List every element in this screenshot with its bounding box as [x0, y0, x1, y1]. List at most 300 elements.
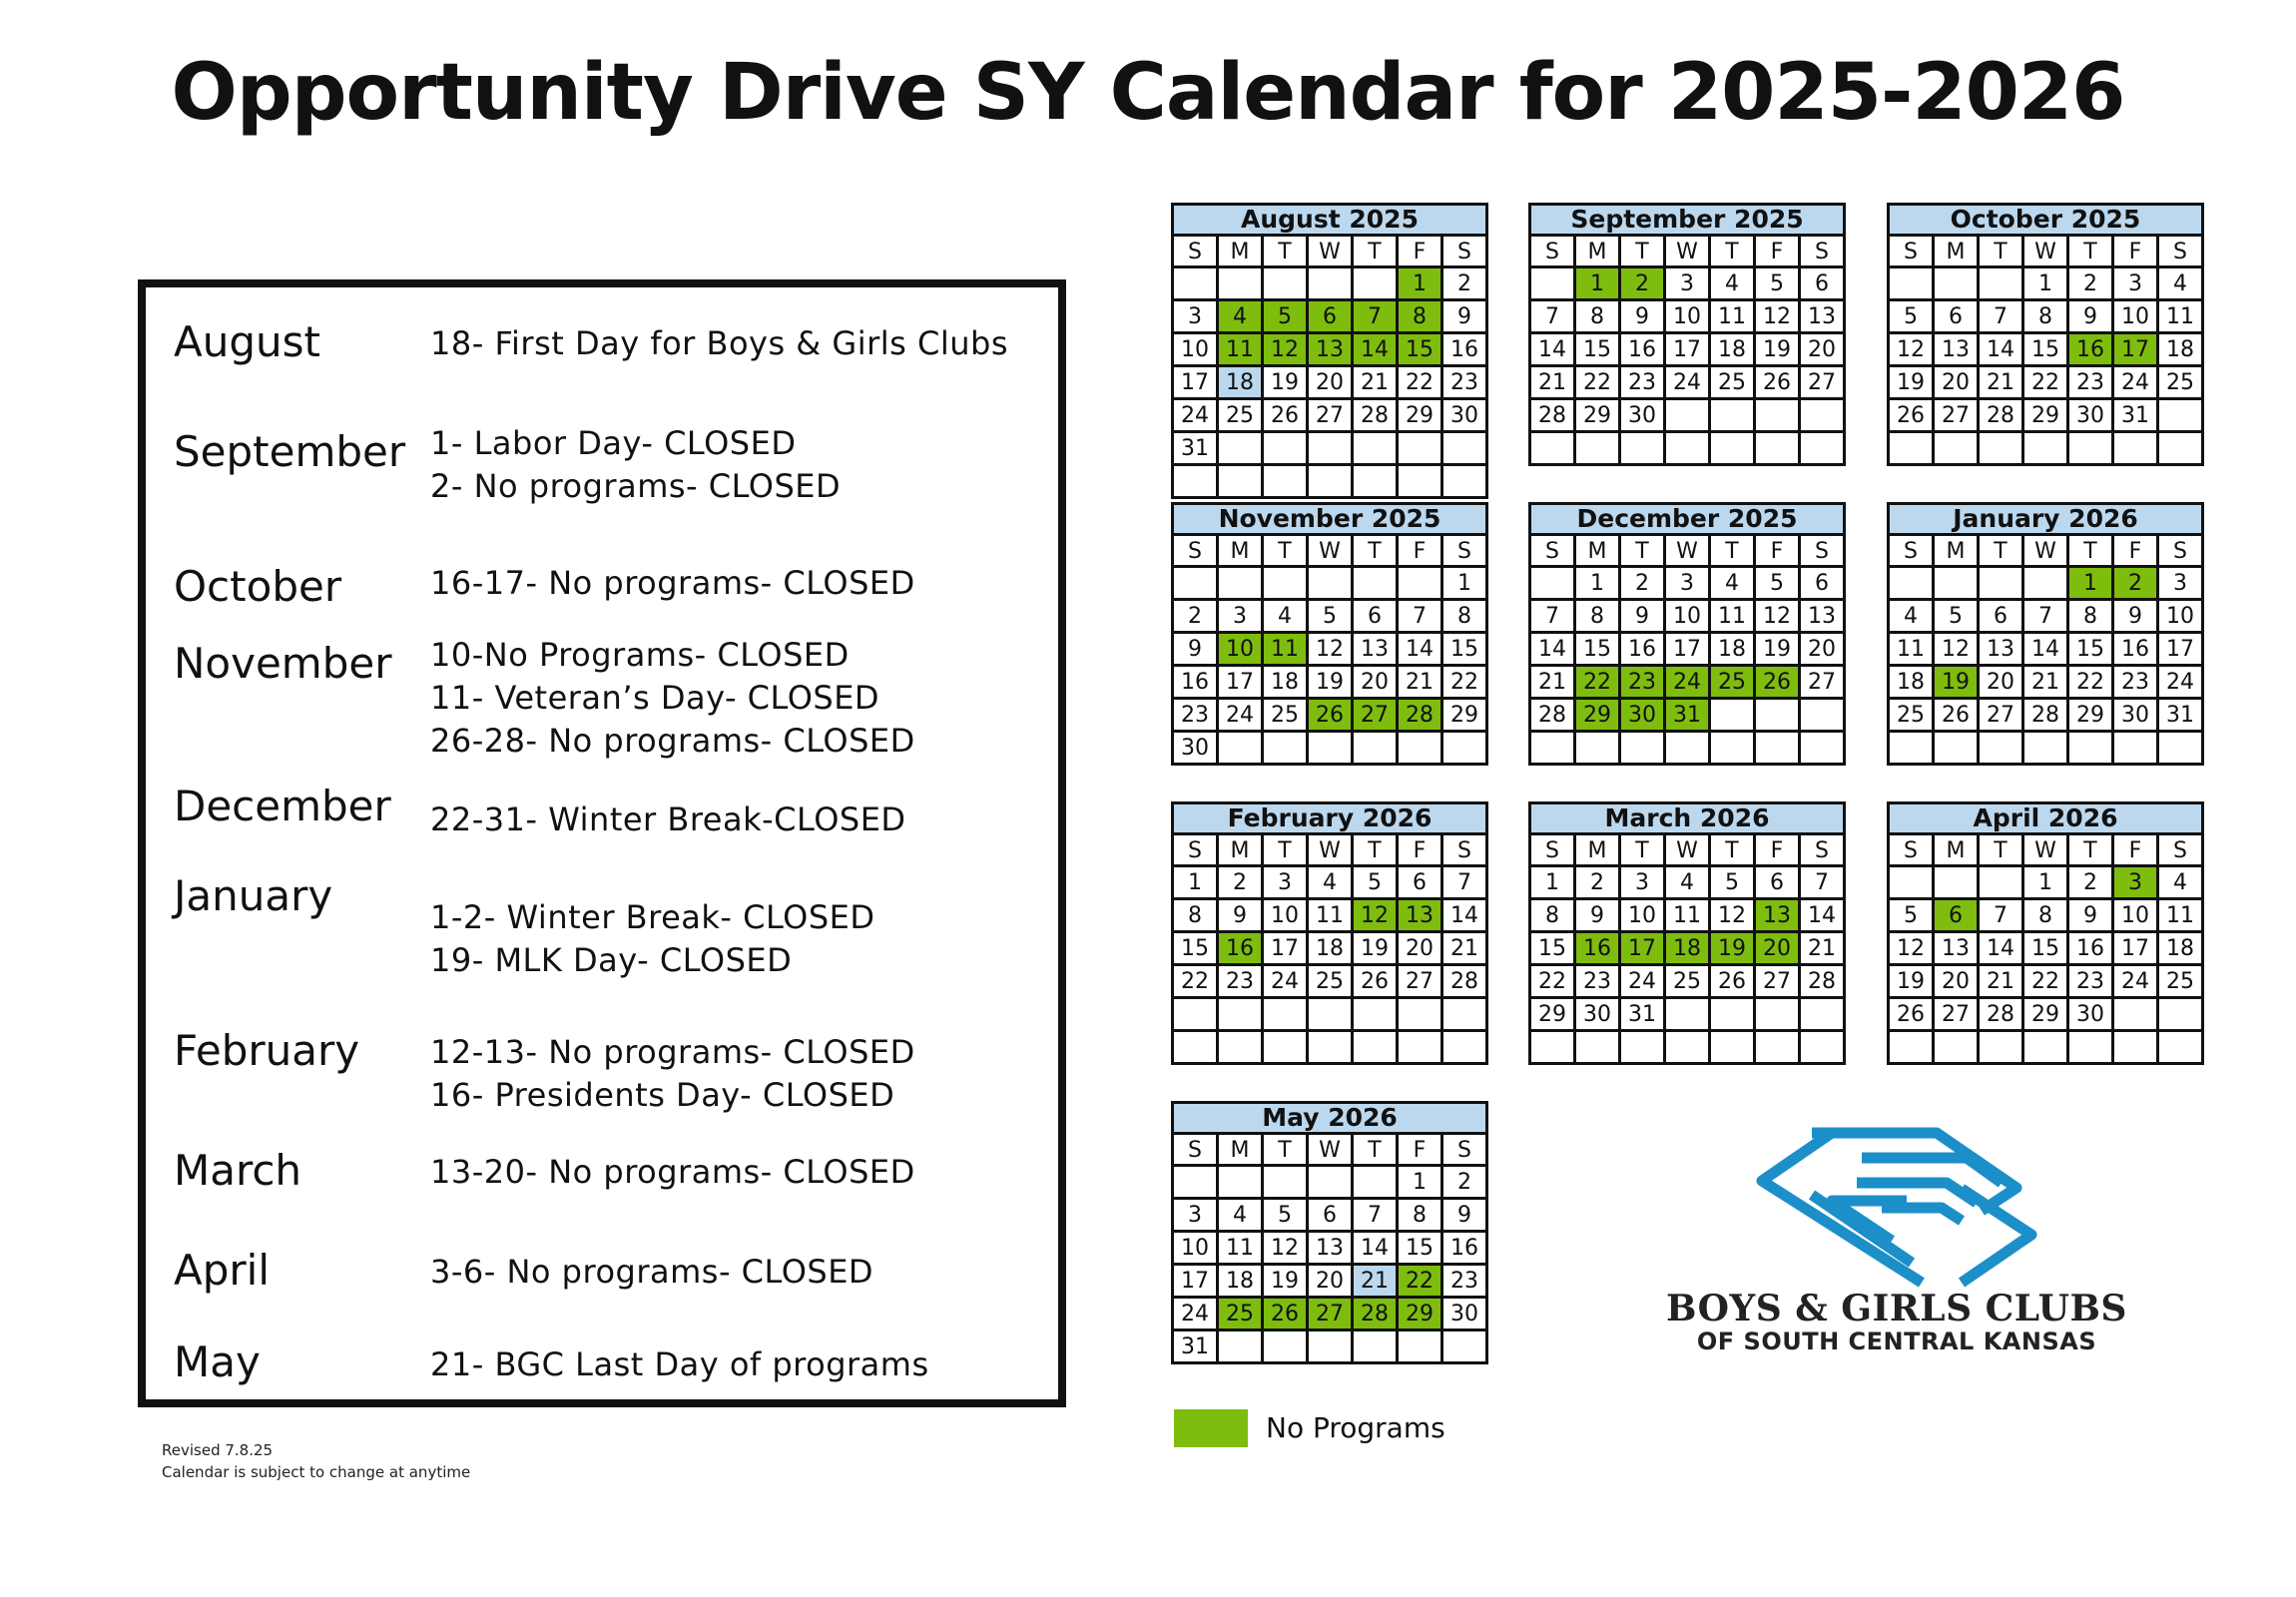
empty-day-cell — [2114, 733, 2159, 766]
month-calendar — [1887, 801, 2204, 1065]
weekday-header: S — [1443, 1135, 1488, 1167]
day-cell: 28 — [1354, 400, 1399, 433]
empty-day-cell — [1264, 1331, 1309, 1364]
day-cell: 10 — [1174, 1233, 1219, 1266]
day-cell: 19 — [1756, 634, 1801, 667]
day-cell: 7 — [1531, 301, 1576, 334]
empty-day-cell — [1711, 733, 1756, 766]
day-cell: 13 — [1801, 601, 1846, 634]
weekday-header: T — [1621, 536, 1666, 568]
empty-day-cell — [1219, 433, 1264, 466]
empty-day-cell — [2024, 568, 2069, 601]
day-cell: 21 — [1354, 367, 1399, 400]
day-cell: 3 — [1264, 867, 1309, 900]
day-cell: 20 — [1935, 367, 1980, 400]
day-cell: 20 — [1801, 634, 1846, 667]
event-line: 21- BGC Last Day of programs — [430, 1345, 929, 1383]
day-cell: 28 — [1531, 400, 1576, 433]
empty-day-cell — [2114, 433, 2159, 466]
weekday-header: S — [2159, 835, 2204, 867]
empty-day-cell — [1354, 433, 1399, 466]
day-cell: 17 — [1666, 334, 1711, 367]
weekday-header: T — [1980, 536, 2024, 568]
month-title: April 2026 — [1887, 801, 2204, 835]
day-cell: 2 — [1621, 568, 1666, 601]
empty-day-cell — [1219, 568, 1264, 601]
day-cell: 29 — [2024, 400, 2069, 433]
empty-day-cell — [1801, 433, 1846, 466]
day-cell: 14 — [1801, 900, 1846, 933]
day-cell: 3 — [1219, 601, 1264, 634]
day-cell: 8 — [1174, 900, 1219, 933]
empty-day-cell — [1443, 1331, 1488, 1364]
empty-day-cell — [1711, 999, 1756, 1032]
day-cell: 24 — [1219, 700, 1264, 733]
empty-day-cell — [1756, 400, 1801, 433]
day-cell: 30 — [2069, 400, 2114, 433]
day-cell: 24 — [1264, 966, 1309, 999]
empty-day-cell — [2159, 433, 2204, 466]
month-calendar — [1528, 801, 1846, 1065]
empty-day-cell — [1980, 867, 2024, 900]
day-cell: 25 — [1711, 667, 1756, 700]
weekday-header: S — [1890, 237, 1935, 268]
day-cell: 27 — [1980, 700, 2024, 733]
day-cell: 18 — [2159, 334, 2204, 367]
day-cell: 7 — [1354, 301, 1399, 334]
month-title: January 2026 — [1887, 502, 2204, 536]
empty-day-cell — [1980, 568, 2024, 601]
day-cell: 3 — [2114, 268, 2159, 301]
empty-day-cell — [1309, 466, 1354, 499]
weekday-header: M — [1576, 237, 1621, 268]
day-cell: 22 — [1399, 367, 1443, 400]
day-cell: 21 — [1354, 1266, 1399, 1299]
day-cell: 22 — [1399, 1266, 1443, 1299]
day-cell: 7 — [1980, 900, 2024, 933]
day-cell: 14 — [1443, 900, 1488, 933]
day-cell: 29 — [1531, 999, 1576, 1032]
empty-day-cell — [1174, 1032, 1219, 1065]
weekday-header: T — [2069, 536, 2114, 568]
closures-list — [138, 279, 1066, 1407]
day-cell: 26 — [1756, 367, 1801, 400]
empty-day-cell — [1666, 999, 1711, 1032]
empty-day-cell — [1219, 1331, 1264, 1364]
day-cell: 6 — [1756, 867, 1801, 900]
weekday-header: T — [1264, 835, 1309, 867]
day-cell: 16 — [1621, 334, 1666, 367]
month-days-grid — [1887, 536, 2204, 766]
day-cell: 30 — [1443, 1299, 1488, 1331]
day-cell: 11 — [2159, 301, 2204, 334]
empty-day-cell — [1264, 268, 1309, 301]
day-cell: 16 — [1174, 667, 1219, 700]
weekday-header: T — [1354, 536, 1399, 568]
empty-day-cell — [1890, 568, 1935, 601]
empty-day-cell — [1399, 1331, 1443, 1364]
empty-day-cell — [1621, 733, 1666, 766]
day-cell: 14 — [1531, 634, 1576, 667]
empty-day-cell — [1890, 268, 1935, 301]
weekday-header: F — [1399, 237, 1443, 268]
month-calendar — [1528, 502, 1846, 766]
event-month-label: May — [174, 1337, 261, 1386]
weekday-header: S — [2159, 237, 2204, 268]
day-cell: 16 — [1621, 634, 1666, 667]
empty-day-cell — [1174, 1167, 1219, 1200]
day-cell: 28 — [1443, 966, 1488, 999]
day-cell: 22 — [1443, 667, 1488, 700]
weekday-header: S — [1174, 237, 1219, 268]
day-cell: 14 — [1399, 634, 1443, 667]
event-month-label: November — [174, 639, 392, 688]
day-cell: 13 — [1935, 933, 1980, 966]
day-cell: 25 — [1711, 367, 1756, 400]
day-cell: 20 — [1980, 667, 2024, 700]
weekday-header: M — [1935, 835, 1980, 867]
day-cell: 24 — [1174, 400, 1219, 433]
empty-day-cell — [1531, 433, 1576, 466]
empty-day-cell — [1309, 1331, 1354, 1364]
day-cell: 19 — [1354, 933, 1399, 966]
day-cell: 24 — [2114, 367, 2159, 400]
weekday-header: T — [1354, 1135, 1399, 1167]
day-cell: 17 — [1174, 1266, 1219, 1299]
day-cell: 27 — [1354, 700, 1399, 733]
day-cell: 8 — [1576, 601, 1621, 634]
empty-day-cell — [1935, 1032, 1980, 1065]
empty-day-cell — [1756, 433, 1801, 466]
empty-day-cell — [1801, 999, 1846, 1032]
day-cell: 28 — [1354, 1299, 1399, 1331]
footnote — [162, 1439, 470, 1483]
day-cell: 14 — [2024, 634, 2069, 667]
day-cell: 4 — [2159, 867, 2204, 900]
day-cell: 1 — [2024, 268, 2069, 301]
day-cell: 15 — [1531, 933, 1576, 966]
day-cell: 20 — [1309, 367, 1354, 400]
day-cell: 5 — [1264, 301, 1309, 334]
day-cell: 18 — [1309, 933, 1354, 966]
day-cell: 26 — [1354, 966, 1399, 999]
day-cell: 7 — [1354, 1200, 1399, 1233]
empty-day-cell — [1264, 433, 1309, 466]
weekday-header: T — [2069, 835, 2114, 867]
empty-day-cell — [1309, 1032, 1354, 1065]
weekday-header: W — [1309, 835, 1354, 867]
empty-day-cell — [1219, 466, 1264, 499]
day-cell: 6 — [1980, 601, 2024, 634]
day-cell: 27 — [1801, 367, 1846, 400]
day-cell: 12 — [1890, 933, 1935, 966]
weekday-header: F — [1399, 536, 1443, 568]
empty-day-cell — [1354, 466, 1399, 499]
day-cell: 13 — [1756, 900, 1801, 933]
day-cell: 6 — [1309, 301, 1354, 334]
day-cell: 22 — [2069, 667, 2114, 700]
weekday-header: M — [1219, 237, 1264, 268]
weekday-header: F — [1756, 835, 1801, 867]
day-cell: 2 — [1621, 268, 1666, 301]
weekday-header: M — [1219, 536, 1264, 568]
revised-note: Revised 7.8.25 — [162, 1441, 274, 1459]
event-lines — [430, 562, 915, 605]
day-cell: 3 — [1174, 1200, 1219, 1233]
day-cell: 2 — [1576, 867, 1621, 900]
day-cell: 27 — [1756, 966, 1801, 999]
day-cell: 19 — [1890, 966, 1935, 999]
day-cell: 30 — [1443, 400, 1488, 433]
day-cell: 26 — [1890, 400, 1935, 433]
weekday-header: W — [2024, 237, 2069, 268]
day-cell: 8 — [1576, 301, 1621, 334]
month-title: March 2026 — [1528, 801, 1846, 835]
weekday-header: T — [1980, 835, 2024, 867]
empty-day-cell — [1801, 700, 1846, 733]
month-days-grid — [1528, 835, 1846, 1065]
day-cell: 10 — [1174, 334, 1219, 367]
day-cell: 8 — [1399, 301, 1443, 334]
logo-text-sub: OF SOUTH CENTRAL KANSAS — [1696, 1328, 2097, 1355]
empty-day-cell — [1935, 867, 1980, 900]
weekday-header: W — [1666, 536, 1711, 568]
day-cell: 3 — [1621, 867, 1666, 900]
day-cell: 8 — [2024, 301, 2069, 334]
weekday-header: T — [1354, 237, 1399, 268]
event-line: 1-2- Winter Break- CLOSED — [430, 898, 875, 936]
month-days-grid — [1171, 237, 1488, 499]
day-cell: 4 — [1309, 867, 1354, 900]
empty-day-cell — [1174, 268, 1219, 301]
day-cell: 26 — [1711, 966, 1756, 999]
weekday-header: S — [1890, 835, 1935, 867]
day-cell: 10 — [2114, 301, 2159, 334]
day-cell: 15 — [1399, 1233, 1443, 1266]
day-cell: 27 — [1801, 667, 1846, 700]
weekday-header: W — [1309, 237, 1354, 268]
day-cell: 15 — [1443, 634, 1488, 667]
weekday-header: T — [1621, 835, 1666, 867]
day-cell: 31 — [1666, 700, 1711, 733]
month-days-grid — [1171, 536, 1488, 766]
day-cell: 23 — [2114, 667, 2159, 700]
bgc-logo — [1662, 1123, 2131, 1357]
event-line: 1- Labor Day- CLOSED — [430, 424, 797, 462]
empty-day-cell — [1935, 733, 1980, 766]
weekday-header: M — [1576, 536, 1621, 568]
empty-day-cell — [1443, 1032, 1488, 1065]
day-cell: 4 — [2159, 268, 2204, 301]
day-cell: 11 — [1711, 301, 1756, 334]
month-title: October 2025 — [1887, 203, 2204, 237]
weekday-header: W — [2024, 835, 2069, 867]
day-cell: 22 — [1576, 367, 1621, 400]
day-cell: 7 — [1801, 867, 1846, 900]
day-cell: 13 — [1309, 1233, 1354, 1266]
day-cell: 30 — [2069, 999, 2114, 1032]
day-cell: 30 — [1576, 999, 1621, 1032]
weekday-header: M — [1935, 536, 1980, 568]
day-cell: 7 — [1531, 601, 1576, 634]
day-cell: 22 — [2024, 966, 2069, 999]
empty-day-cell — [1399, 433, 1443, 466]
day-cell: 6 — [1801, 568, 1846, 601]
empty-day-cell — [1935, 433, 1980, 466]
month-title: February 2026 — [1171, 801, 1488, 835]
day-cell: 17 — [1219, 667, 1264, 700]
empty-day-cell — [1219, 1167, 1264, 1200]
day-cell: 15 — [2069, 634, 2114, 667]
day-cell: 4 — [1219, 1200, 1264, 1233]
day-cell: 23 — [1443, 367, 1488, 400]
event-month-label: August — [174, 317, 320, 366]
day-cell: 23 — [1174, 700, 1219, 733]
day-cell: 28 — [1531, 700, 1576, 733]
month-days-grid — [1887, 835, 2204, 1065]
weekday-header: S — [1443, 536, 1488, 568]
empty-day-cell — [2159, 400, 2204, 433]
weekday-header: M — [1935, 237, 1980, 268]
day-cell: 21 — [1443, 933, 1488, 966]
day-cell: 6 — [1309, 1200, 1354, 1233]
empty-day-cell — [1219, 1032, 1264, 1065]
day-cell: 23 — [2069, 367, 2114, 400]
weekday-header: W — [1309, 1135, 1354, 1167]
day-cell: 23 — [1576, 966, 1621, 999]
day-cell: 16 — [2069, 334, 2114, 367]
day-cell: 18 — [1219, 367, 1264, 400]
empty-day-cell — [1890, 433, 1935, 466]
empty-day-cell — [1621, 433, 1666, 466]
day-cell: 10 — [1666, 301, 1711, 334]
day-cell: 20 — [1935, 966, 1980, 999]
day-cell: 4 — [1711, 268, 1756, 301]
day-cell: 16 — [1576, 933, 1621, 966]
event-line: 22-31- Winter Break-CLOSED — [430, 800, 906, 838]
empty-day-cell — [1666, 733, 1711, 766]
day-cell: 17 — [1264, 933, 1309, 966]
day-cell: 10 — [1219, 634, 1264, 667]
empty-day-cell — [1890, 733, 1935, 766]
month-calendar — [1528, 203, 1846, 466]
day-cell: 13 — [1399, 900, 1443, 933]
weekday-header: T — [2069, 237, 2114, 268]
weekday-header: T — [1621, 237, 1666, 268]
day-cell: 10 — [1666, 601, 1711, 634]
day-cell: 18 — [1666, 933, 1711, 966]
month-days-grid — [1528, 237, 1846, 466]
day-cell: 26 — [1935, 700, 1980, 733]
month-calendar — [1887, 502, 2204, 766]
empty-day-cell — [2069, 433, 2114, 466]
day-cell: 17 — [2114, 334, 2159, 367]
empty-day-cell — [1531, 733, 1576, 766]
day-cell: 15 — [1174, 933, 1219, 966]
empty-day-cell — [1935, 268, 1980, 301]
logo-text-main: BOYS & GIRLS CLUBS — [1666, 1288, 2127, 1330]
day-cell: 10 — [2159, 601, 2204, 634]
month-calendar — [1171, 801, 1488, 1065]
weekday-header: S — [1531, 835, 1576, 867]
day-cell: 31 — [1174, 1331, 1219, 1364]
day-cell: 10 — [1264, 900, 1309, 933]
empty-day-cell — [1801, 1032, 1846, 1065]
day-cell: 25 — [1219, 1299, 1264, 1331]
weekday-header: M — [1219, 1135, 1264, 1167]
event-month-label: September — [174, 427, 406, 476]
day-cell: 25 — [2159, 966, 2204, 999]
weekday-header: T — [1980, 237, 2024, 268]
day-cell: 25 — [2159, 367, 2204, 400]
day-cell: 11 — [1309, 900, 1354, 933]
day-cell: 1 — [1399, 1167, 1443, 1200]
day-cell: 9 — [1621, 601, 1666, 634]
day-cell: 8 — [1399, 1200, 1443, 1233]
empty-day-cell — [1399, 1032, 1443, 1065]
day-cell: 30 — [2114, 700, 2159, 733]
day-cell: 18 — [1711, 634, 1756, 667]
month-title: December 2025 — [1528, 502, 1846, 536]
day-cell: 7 — [1980, 301, 2024, 334]
empty-day-cell — [1399, 466, 1443, 499]
event-lines — [430, 322, 1008, 365]
day-cell: 9 — [1443, 1200, 1488, 1233]
event-lines — [430, 634, 915, 763]
empty-day-cell — [1756, 700, 1801, 733]
empty-day-cell — [2114, 1032, 2159, 1065]
empty-day-cell — [2159, 733, 2204, 766]
empty-day-cell — [1980, 1032, 2024, 1065]
day-cell: 21 — [1801, 933, 1846, 966]
day-cell: 6 — [1801, 268, 1846, 301]
event-lines — [430, 1151, 915, 1194]
day-cell: 12 — [1309, 634, 1354, 667]
event-month-label: October — [174, 562, 342, 611]
empty-day-cell — [1264, 568, 1309, 601]
weekday-header: W — [1666, 237, 1711, 268]
day-cell: 23 — [1621, 667, 1666, 700]
day-cell: 23 — [1443, 1266, 1488, 1299]
day-cell: 18 — [1890, 667, 1935, 700]
day-cell: 2 — [2069, 867, 2114, 900]
day-cell: 13 — [1935, 334, 1980, 367]
empty-day-cell — [1219, 268, 1264, 301]
weekday-header: F — [1399, 835, 1443, 867]
day-cell: 21 — [1531, 667, 1576, 700]
day-cell: 9 — [2069, 301, 2114, 334]
day-cell: 15 — [1576, 334, 1621, 367]
day-cell: 20 — [1756, 933, 1801, 966]
bgc-hands-icon — [1662, 1123, 2131, 1288]
event-line: 18- First Day for Boys & Girls Clubs — [430, 324, 1008, 362]
day-cell: 18 — [1711, 334, 1756, 367]
empty-day-cell — [1443, 999, 1488, 1032]
day-cell: 1 — [1174, 867, 1219, 900]
day-cell: 19 — [1264, 1266, 1309, 1299]
day-cell: 13 — [1354, 634, 1399, 667]
day-cell: 26 — [1756, 667, 1801, 700]
day-cell: 29 — [1399, 1299, 1443, 1331]
day-cell: 20 — [1309, 1266, 1354, 1299]
weekday-header: S — [1174, 835, 1219, 867]
day-cell: 23 — [2069, 966, 2114, 999]
day-cell: 9 — [1174, 634, 1219, 667]
day-cell: 30 — [1174, 733, 1219, 766]
day-cell: 2 — [1174, 601, 1219, 634]
empty-day-cell — [1801, 733, 1846, 766]
day-cell: 2 — [1443, 268, 1488, 301]
